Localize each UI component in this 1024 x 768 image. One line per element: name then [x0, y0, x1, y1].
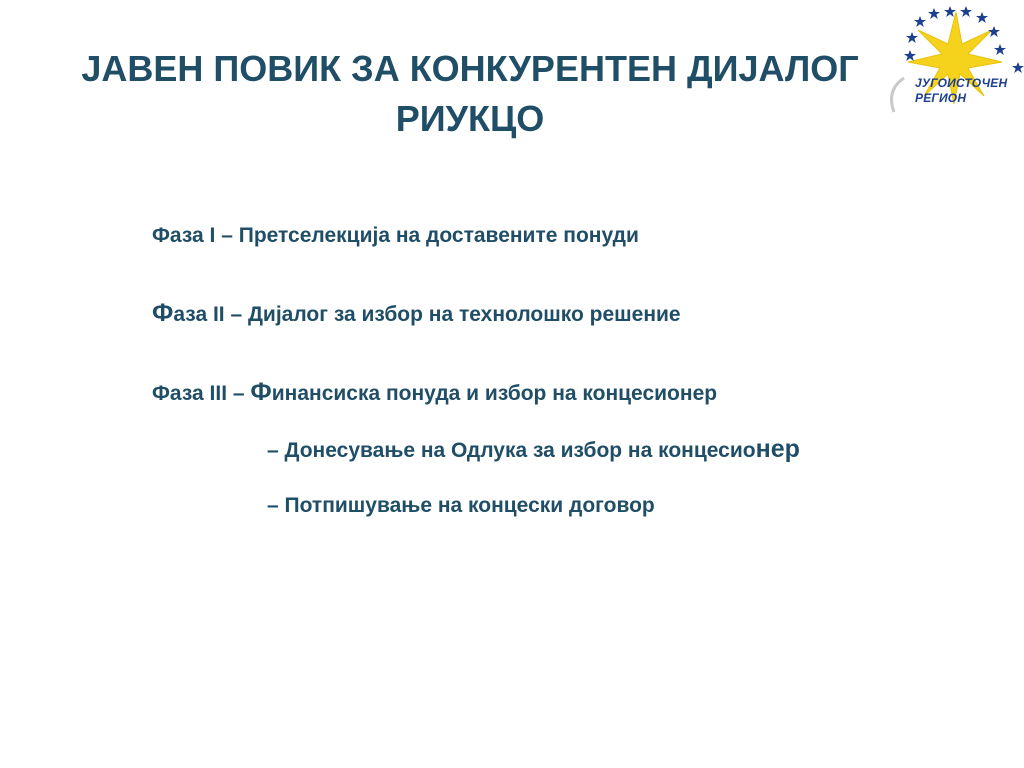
step-signing-text: – Потпишување на концески договор [267, 494, 655, 517]
phase-3-label: Фаза III – [152, 382, 251, 405]
phase-3-line [152, 378, 717, 408]
step-decision-text-end: нер [755, 435, 800, 463]
phase-3-text: инансиска понуда и избор на концесионер [271, 382, 718, 405]
phase-2-label: аза II [173, 303, 225, 326]
phase-2-label-initial: Ф [152, 299, 174, 327]
logo-text-line-2: РЕГИОН [915, 91, 967, 105]
title-line-2: РИУКЦО [395, 98, 545, 139]
phase-2-line [152, 299, 681, 329]
logo-text-line-1: ЈУГОИСТОЧЕН [915, 76, 1008, 90]
phase-1-line [152, 222, 639, 250]
phase-3-step-decision [267, 435, 800, 465]
phase-3-text-initial: Ф [250, 378, 272, 406]
slide-title [20, 44, 920, 144]
phase-2-text: – Дијалог за избор на технолошко решение [224, 303, 681, 326]
logo-text [915, 76, 1007, 106]
phase-3-step-signing [267, 492, 655, 520]
step-decision-text: – Донесување на Одлука за избор на концесио [267, 439, 756, 462]
phase-1-text: – Претселекција на доставените понуди [215, 224, 639, 247]
title-line-1: ЈАВЕН ПОВИК ЗА КОНКУРЕНТЕН ДИЈАЛОГ [81, 48, 859, 89]
logo-swoosh-icon [892, 78, 904, 112]
phase-1-label: Фаза I [152, 224, 216, 247]
